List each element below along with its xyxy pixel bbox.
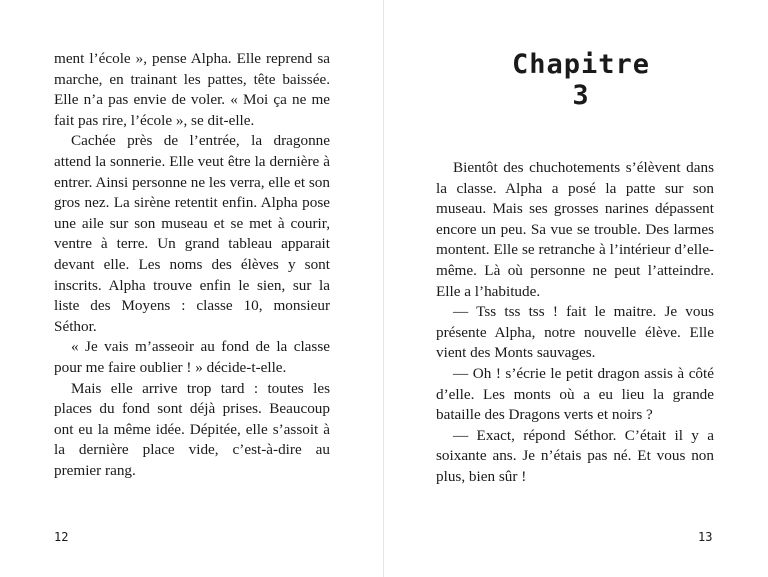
paragraph: ment l’école », pense Alpha. Elle reprend sa marche, en trainant les pattes, tête baissée. Elle n’a pas envie de voler. « Moi ça ne me fait pas rire, l’école », se dit-elle. (54, 50, 330, 129)
right-page (384, 0, 768, 577)
chapter-title: Chapitre 3 (511, 49, 651, 111)
paragraph: — Tss tss tss ! fait le maitre. Je vous présente Alpha, notre nouvelle élève. Elle vient des Monts sauvages. (436, 303, 714, 362)
right-page-body (436, 158, 714, 488)
page-number: 12 (54, 530, 69, 544)
paragraph: — Oh ! s’écrie le petit dragon assis à côté d’elle. Les monts où a eu lieu la grande bataille des Dragons verts et noirs ? (436, 364, 714, 424)
paragraph: Cachée près de l’entrée, la dragonne attend la sonnerie. Elle veut être la dernière à entrer. Ainsi personne ne les verra, elle et son gros nez. La sirène retentit enfin. Alpha pose une aile sur son museau et se met à courir, ventre à terre. Un grand tableau apparait devant elle. Les noms des élèves y sont inscrits. Alpha trouve enfin le sien, sur la liste des Moyens : classe 10, monsieur Séthor. (54, 132, 330, 335)
paragraph: — Exact, répond Séthor. C’était il y a soixante ans. Je n’étais pas né. Et vous non plus, bien sûr ! (436, 426, 714, 485)
left-page-body (54, 49, 330, 481)
page-number: 13 (698, 530, 713, 544)
paragraph: Bientôt des chuchotements s’élèvent dans la classe. Alpha a posé la patte sur son museau. Mais ses grosses narines dépassent encore un peu. Sa vue se trouble. Des larmes montent. Elle se retranche à l’intérieur d’elle-même. Là où personne ne peut l’atteindre. Elle a l’habitude. (436, 159, 714, 300)
paragraph: « Je vais m’asseoir au fond de la classe pour me faire oublier ! » décide-t-elle. (54, 338, 330, 376)
paragraph: Mais elle arrive trop tard : toutes les places du fond sont déjà prises. Beaucoup ont eu la même idée. Dépitée, elle s’assoit à la dernière place vide, c’est-à-dire au premier rang. (54, 379, 330, 479)
